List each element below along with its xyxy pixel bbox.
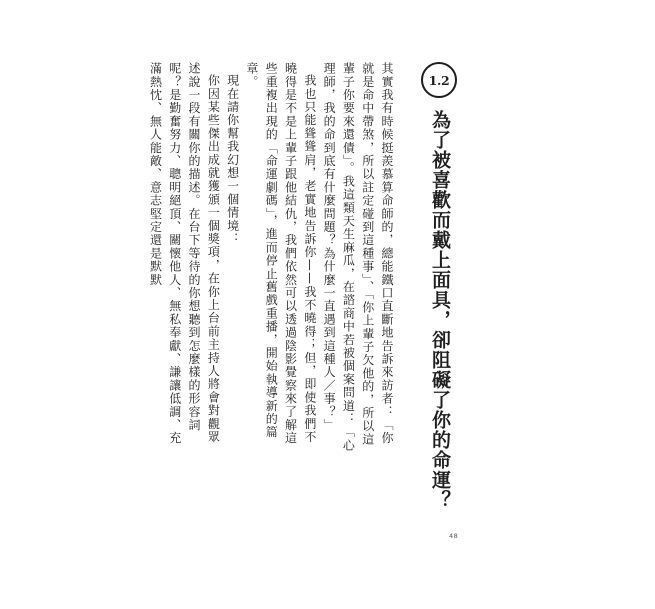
paragraph: 現在請你幫我幻想一個情境： bbox=[225, 74, 240, 246]
section-number: 1.2 bbox=[428, 72, 450, 88]
paragraph: 我也只能聳聳肩，老實地告訴你——我不曉得；但，即使我們不曉得是不是上輩子跟他結仇，我們依然可以透過陰影覺察來了解這些重複出現的「命運劇碼」，進而停止舊戲重播，開始執導新的篇章。 bbox=[244, 62, 317, 445]
paragraph: 其實我有時候挺羨慕算命師的，總能鐵口直斷地告訴來訪者：「你就是命中帶煞，所以註定碰到這種事」、「你上輩子欠他的，所以這輩子你要來還債」。我這類天生麻瓜，在諮商中若被個案問道：「心理師，我的命到底有什麼問題？為什麼一直遇到這種人／事？」 bbox=[322, 62, 394, 452]
body-text bbox=[148, 62, 396, 454]
page-number: 48 bbox=[449, 532, 459, 540]
section-number-badge bbox=[421, 62, 457, 98]
section-title: 為了被喜歡而戴上面具，卻阻礙了你的命運？ bbox=[429, 110, 451, 510]
paragraph: 你因某些傑出成就獲頒一個獎項，在你上台前主持人將會對觀眾述說一段有關你的描述。在台下等待的你想聽到怎麼樣的形容詞呢？是勤奮努力、聰明絕頂、關懷他人、無私奉獻、謙讓低調、充滿熱忱、無人能敵、意志堅定還是默默 bbox=[148, 62, 221, 445]
